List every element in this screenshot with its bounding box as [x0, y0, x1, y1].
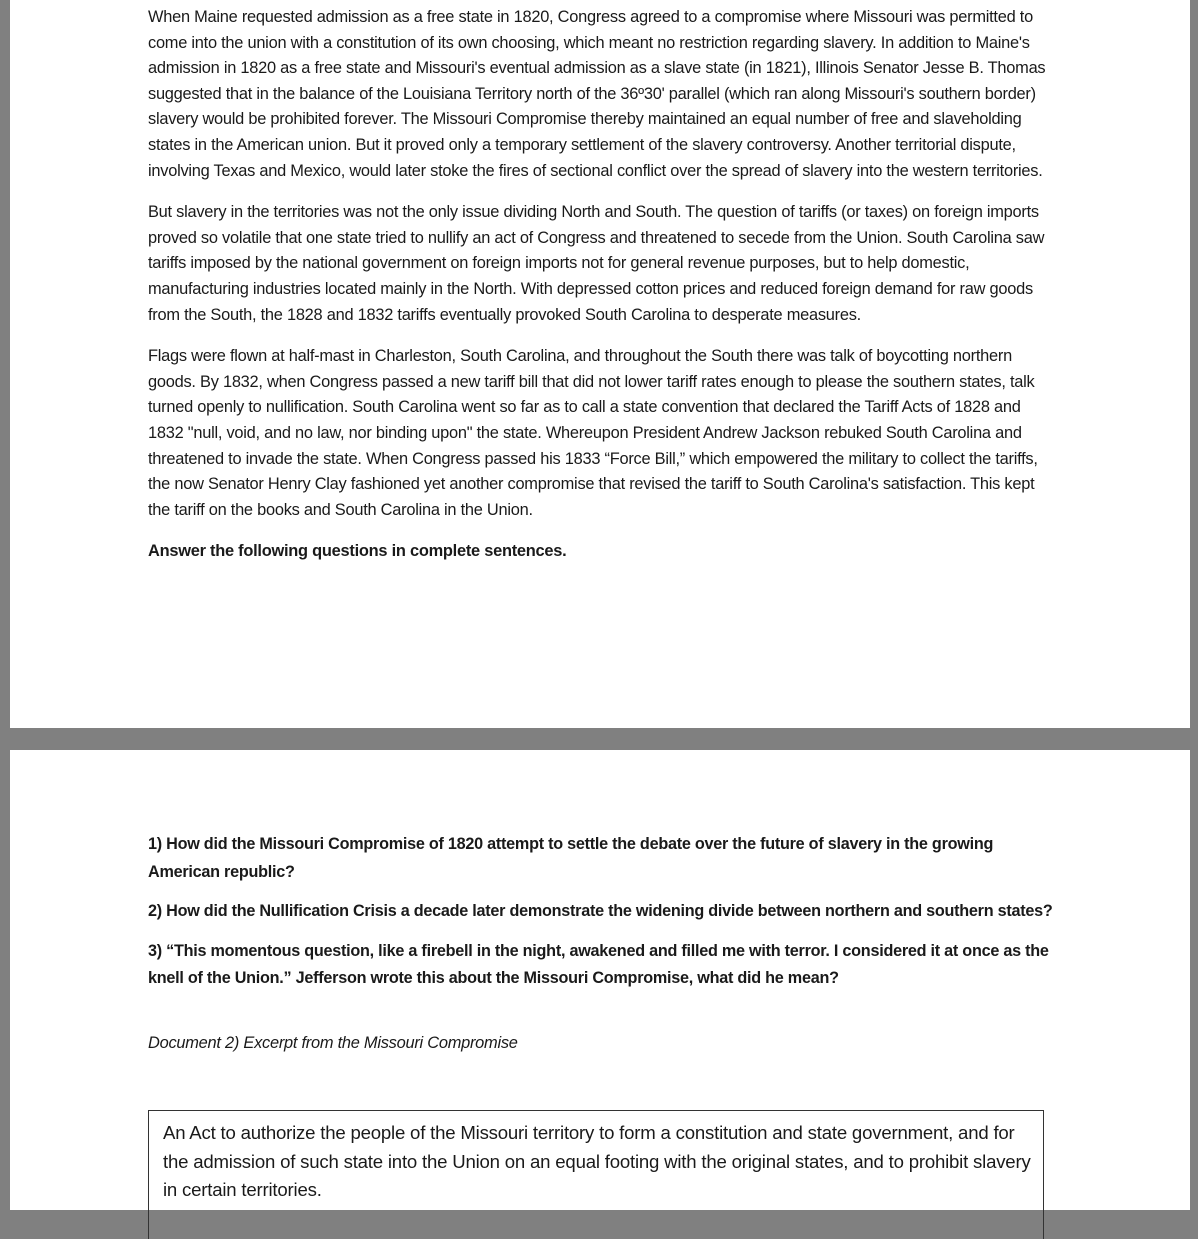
question-1: 1) How did the Missouri Compromise of 1820 attempt to settle the debate over the future of slavery in the growing American republic? [148, 835, 994, 881]
document-excerpt-text: An Act to authorize the people of the Missouri territory to form a constitution and state government, and for the admission of such state into the Union on an equal footing with the original states, and to prohibit slavery in certain territories. [163, 1122, 1031, 1201]
paragraph-missouri-compromise: When Maine requested admission as a free state in 1820, Congress agreed to a compromise where Missouri was permitted to come into the union with a constitution of its own choosing, which meant no restriction regarding slavery. In addition to Maine's admission in 1820 as a free state and Missouri's eventual admission as a slave state (in 1821), Illinois Senator Jesse B. Thomas suggested that in the balance of the Louisiana Territory north of the 36º30' parallel (which ran along Missouri's southern border) slavery would be prohibited forever. The Missouri Compromise thereby maintained an equal number of free and slaveholding states in the American union. But it proved only a temporary settlement of the slavery controversy. Another territorial dispute, involving Texas and Mexico, would later stoke the fires of sectional conflict over the spread of slavery into the western territories. [148, 8, 1046, 180]
paragraph-nullification: Flags were flown at half-mast in Charleston, South Carolina, and throughout the South there was talk of boycotting northern goods. By 1832, when Congress passed a new tariff bill that did not lower tariff rates enough to please the southern states, talk turned openly to nullification. South Carolina went so far as to call a state convention that declared the Tariff Acts of 1828 and 1832 "null, void, and no law, nor binding upon" the state. Whereupon President Andrew Jackson rebuked South Carolina and threatened to invade the state. When Congress passed his 1833 “Force Bill,” which empowered the military to collect the tariffs, the now Senator Henry Clay fashioned yet another compromise that revised the tariff to South Carolina's satisfaction. This kept the tariff on the books and South Carolina in the Union. [148, 347, 1038, 519]
paragraph-tariffs: But slavery in the territories was not the only issue dividing North and South. The question of tariffs (or taxes) on foreign imports proved so volatile that one state tried to nullify an act of Congress and threatened to secede from the Union. South Carolina saw tariffs imposed by the national government on foreign imports not for general revenue purposes, but to help domestic, manufacturing industries located mainly in the North. With depressed cotton prices and reduced foreign demand for raw goods from the South, the 1828 and 1832 tariffs eventually provoked South Carolina to desperate measures. [148, 203, 1045, 324]
document-excerpt-box [148, 1110, 1044, 1239]
question-3: 3) “This momentous question, like a firebell in the night, awakened and filled me with terror. I considered it at once as the knell of the Union.” Jefferson wrote this about the Missouri Compromise, what did he mean? [148, 941, 1049, 987]
question-2: 2) How did the Nullification Crisis a decade later demonstrate the widening divide between northern and southern states? [148, 902, 1053, 920]
document-page-1 [10, 0, 1190, 728]
document-page-2 [10, 750, 1190, 1210]
instruction-heading: Answer the following questions in complete sentences. [148, 542, 567, 561]
document-caption: Document 2) Excerpt from the Missouri Compromise [148, 1033, 518, 1052]
questions-section [148, 831, 1053, 1056]
page-1-body [148, 5, 1053, 565]
